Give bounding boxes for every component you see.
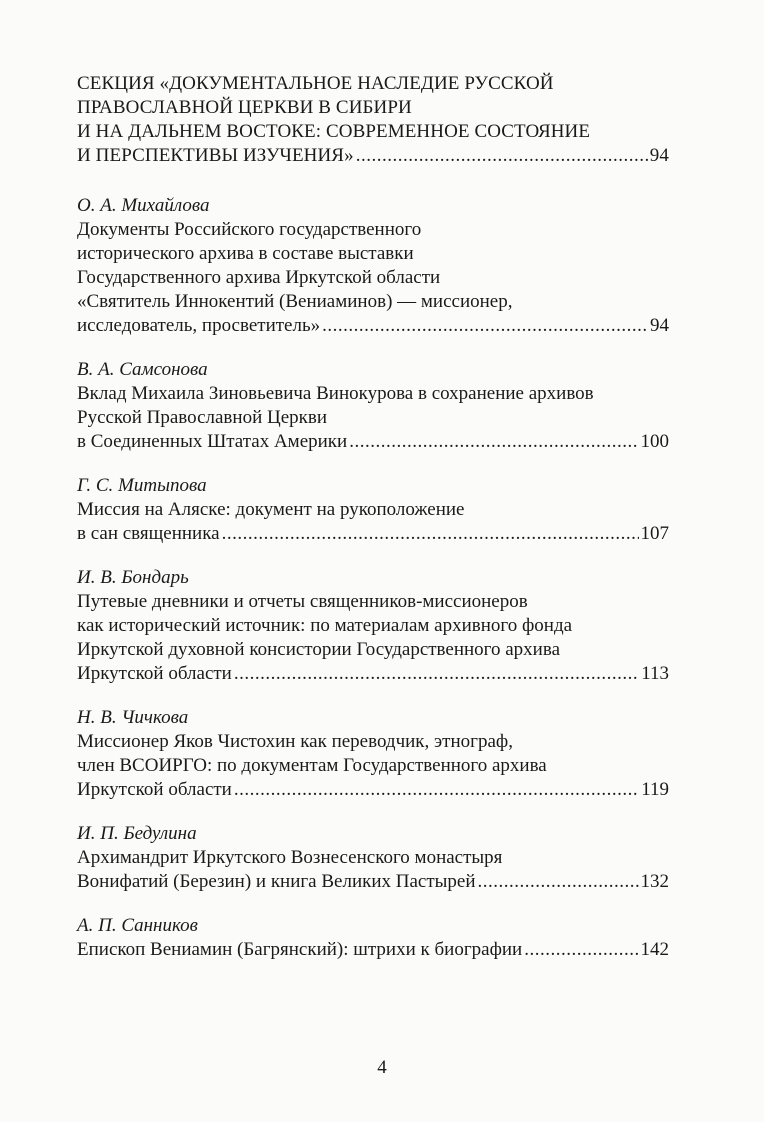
entry-title-line: Миссионер Яков Чистохин как переводчик, этнограф, (77, 731, 513, 752)
toc-entry (77, 358, 669, 454)
section-heading-line: СЕКЦИЯ «ДОКУМЕНТАЛЬНОЕ НАСЛЕДИЕ РУССКОЙ (77, 73, 554, 94)
section-heading-leader-line (77, 144, 669, 168)
entry-title-last-line: Вонифатий (Березин) и книга Великих Пастырей (77, 871, 476, 892)
entry-leader-line (77, 938, 669, 962)
entry-author: В. А. Самсонова (77, 359, 208, 380)
entry-leader-line (77, 522, 669, 546)
entry-title-last-line: в сан священника (77, 523, 220, 544)
dot-leader (478, 870, 639, 894)
entry-title-last-line: исследователь, просветитель» (77, 315, 321, 336)
entry-title-line: «Святитель Иннокентий (Вениаминов) — миссионер, (77, 291, 513, 312)
page-number: 4 (377, 1057, 387, 1078)
dot-leader (524, 938, 638, 962)
entry-title-last-line: Епископ Вениамин (Багрянский): штрихи к биографии (77, 939, 523, 960)
toc-entry (77, 474, 669, 546)
entry-title-line: исторического архива в составе выставки (77, 243, 414, 264)
entry-title-line: Русской Православной Церкви (77, 407, 328, 428)
entry-author: Г. С. Митыпова (77, 475, 207, 496)
dot-leader (234, 778, 639, 802)
entry-title-line: Иркутской духовной консистории Государственного архива (77, 639, 561, 660)
dot-leader (234, 662, 639, 686)
entry-title-line: Государственного архива Иркутской области (77, 267, 441, 288)
entry-title-line: Вклад Михаила Зиновьевича Винокурова в сохранение архивов (77, 383, 594, 404)
section-heading-last-line: И ПЕРСПЕКТИВЫ ИЗУЧЕНИЯ» (77, 145, 354, 166)
entry-title-line: Документы Российского государственного (77, 219, 422, 240)
toc-entry (77, 194, 669, 338)
entry-page-number: 142 (640, 939, 669, 960)
entry-leader-line (77, 430, 669, 454)
entry-title-line: Архимандрит Иркутского Вознесенского монастыря (77, 847, 503, 868)
section-heading (77, 72, 669, 168)
entry-title-line: как исторический источник: по материалам архивного фонда (77, 615, 573, 636)
entry-page-number: 132 (640, 871, 669, 892)
entry-author: И. П. Бедулина (77, 823, 197, 844)
entry-page-number: 113 (641, 663, 669, 684)
entry-leader-line (77, 662, 669, 686)
table-of-contents (77, 72, 669, 962)
section-heading-line: ПРАВОСЛАВНОЙ ЦЕРКВИ В СИБИРИ (77, 97, 412, 118)
entry-leader-line (77, 870, 669, 894)
entry-page-number: 119 (641, 779, 669, 800)
section-page-number: 94 (649, 145, 669, 166)
dot-leader (222, 522, 639, 546)
entry-leader-line (77, 778, 669, 802)
toc-entry (77, 822, 669, 894)
dot-leader (356, 144, 648, 168)
toc-entry (77, 566, 669, 686)
section-heading-line: И НА ДАЛЬНЕМ ВОСТОКЕ: СОВРЕМЕННОЕ СОСТОЯНИЕ (77, 121, 591, 142)
entry-author: О. А. Михайлова (77, 195, 210, 216)
entry-title-line: член ВСОИРГО: по документам Государственного архива (77, 755, 547, 776)
dot-leader (322, 314, 648, 338)
entry-title-line: Миссия на Аляске: документ на рукоположение (77, 499, 465, 520)
entry-page-number: 94 (650, 315, 669, 336)
entry-author: И. В. Бондарь (77, 567, 189, 588)
entry-title-last-line: Иркутской области (77, 663, 232, 684)
toc-entry (77, 914, 669, 962)
entry-page-number: 107 (640, 523, 669, 544)
entry-leader-line (77, 314, 669, 338)
entry-title-last-line: в Соединенных Штатах Америки (77, 431, 348, 452)
entry-title-last-line: Иркутской области (77, 779, 232, 800)
dot-leader (349, 430, 638, 454)
entry-title-line: Путевые дневники и отчеты священников-миссионеров (77, 591, 528, 612)
entry-page-number: 100 (640, 431, 669, 452)
toc-entry (77, 706, 669, 802)
entry-author: А. П. Санников (77, 915, 198, 936)
entry-author: Н. В. Чичкова (77, 707, 189, 728)
